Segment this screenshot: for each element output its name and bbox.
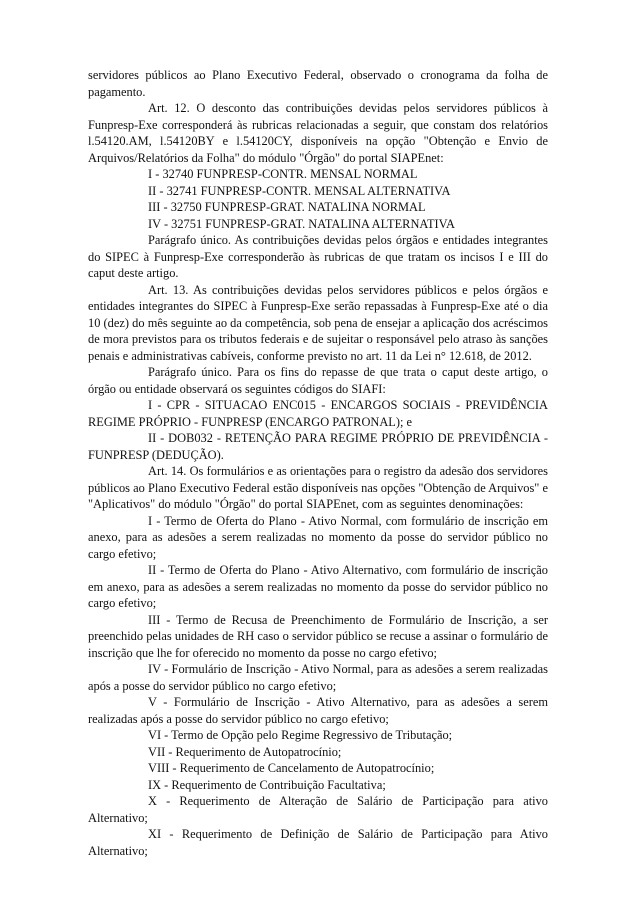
list-item-form-3: III - Termo de Recusa de Preenchimento de Formulário de Inscrição, a ser preenchido pelas unidades de RH caso o servidor público se recuse a assinar o formulário de inscrição que lhe for oferecido no momento da posse no cargo efetivo; [88,612,548,660]
paragraph-art-12: Art. 12. O desconto das contribuições devidas pelos servidores públicos à Funpresp-Exe corresponderá às rubricas relacionadas a seguir, que constam dos relatórios l.54120.AM, l.54120BY e l.54120CY, disponíveis na opção "Obtenção e Envio de Arquivos/Relatórios da Folha" do módulo "Órgão" do portal SIAPEnet: [88,101,548,165]
list-item-form-10: X - Requerimento de Alteração de Salário de Participação para ativo Alternativo; [88,794,548,825]
list-item-siafi-1: I - CPR - SITUACAO ENC015 - ENCARGOS SOCIAIS - PREVIDÊNCIA REGIME PRÓPRIO - FUNPRESP (ENCARGO PATRONAL); e [88,398,548,429]
paragraph-art-13-unico: Parágrafo único. Para os fins do repasse de que trata o caput deste artigo, o órgão ou entidade observará os seguintes códigos do SIAFI: [88,365,548,396]
list-item-form-5: V - Formulário de Inscrição - Ativo Alternativo, para as adesões a serem realizadas após a posse do servidor público no cargo efetivo; [88,695,548,726]
paragraph-art-13: Art. 13. As contribuições devidas pelos servidores públicos e pelos órgãos e entidades integrantes do SIPEC à Funpresp-Exe serão repassadas à Funpresp-Exe até o dia 10 (dez) do mês seguinte ao da competência, sob pena de ensejar a aplicação dos acréscimos de mora previstos para os tributos federais e de sujeitar o responsável pelo atraso às sanções penais e administrativas cabíveis, conforme previsto no art. 11 da Lei n° 12.618, de 2012. [88,282,548,363]
list-item-rubrica-1: I - 32740 FUNPRESP-CONTR. MENSAL NORMAL [148,167,418,181]
list-item-form-11: XI - Requerimento de Definição de Salário de Participação para Ativo Alternativo; [88,827,548,858]
document-page [88,67,548,859]
list-item-form-7: VII - Requerimento de Autopatrocínio; [148,744,342,759]
list-item-form-6: VI - Termo de Opção pelo Regime Regressivo de Tributação; [148,728,453,742]
list-item-form-4: IV - Formulário de Inscrição - Ativo Normal, para as adesões a serem realizadas após a posse do servidor público no cargo efetivo; [88,662,548,693]
list-item-form-1: I - Termo de Oferta do Plano - Ativo Normal, com formulário de inscrição em anexo, para as adesões a serem realizadas no momento da posse do servidor público no cargo efetivo; [88,513,548,561]
paragraph-art-14: Art. 14. Os formulários e as orientações para o registro da adesão dos servidores públicos ao Plano Executivo Federal estão disponíveis nas opções "Obtenção de Arquivos" e "Aplicativos" do módulo "Órgão" do portal SIAPEnet, com as seguintes denominações: [88,464,548,511]
list-item-rubrica-2: II - 32741 FUNPRESP-CONTR. MENSAL ALTERNATIVA [148,183,451,198]
list-item-form-8: VIII - Requerimento de Cancelamento de Autopatrocínio; [148,761,435,775]
paragraph-art-12-unico: Parágrafo único. As contribuições devidas pelos órgãos e entidades integrantes do SIPEC à Funpresp-Exe corresponderão às rubricas de que tratam os incisos I e III do caput deste artigo. [88,233,548,280]
list-item-form-2: II - Termo de Oferta do Plano - Ativo Alternativo, com formulário de inscrição em anexo, para as adesões a serem realizadas no momento da posse do servidor público no cargo efetivo; [88,563,548,610]
list-item-siafi-2: II - DOB032 - RETENÇÃO PARA REGIME PRÓPRIO DE PREVIDÊNCIA - FUNPRESP (DEDUÇÃO). [88,431,548,462]
list-item-form-9: IX - Requerimento de Contribuição Facultativa; [148,777,386,792]
list-item-rubrica-3: III - 32750 FUNPRESP-GRAT. NATALINA NORMAL [148,200,426,214]
list-item-rubrica-4: IV - 32751 FUNPRESP-GRAT. NATALINA ALTERNATIVA [148,216,455,231]
paragraph-continuation: servidores públicos ao Plano Executivo Federal, observado o cronograma da folha de pagamento. [88,68,548,99]
